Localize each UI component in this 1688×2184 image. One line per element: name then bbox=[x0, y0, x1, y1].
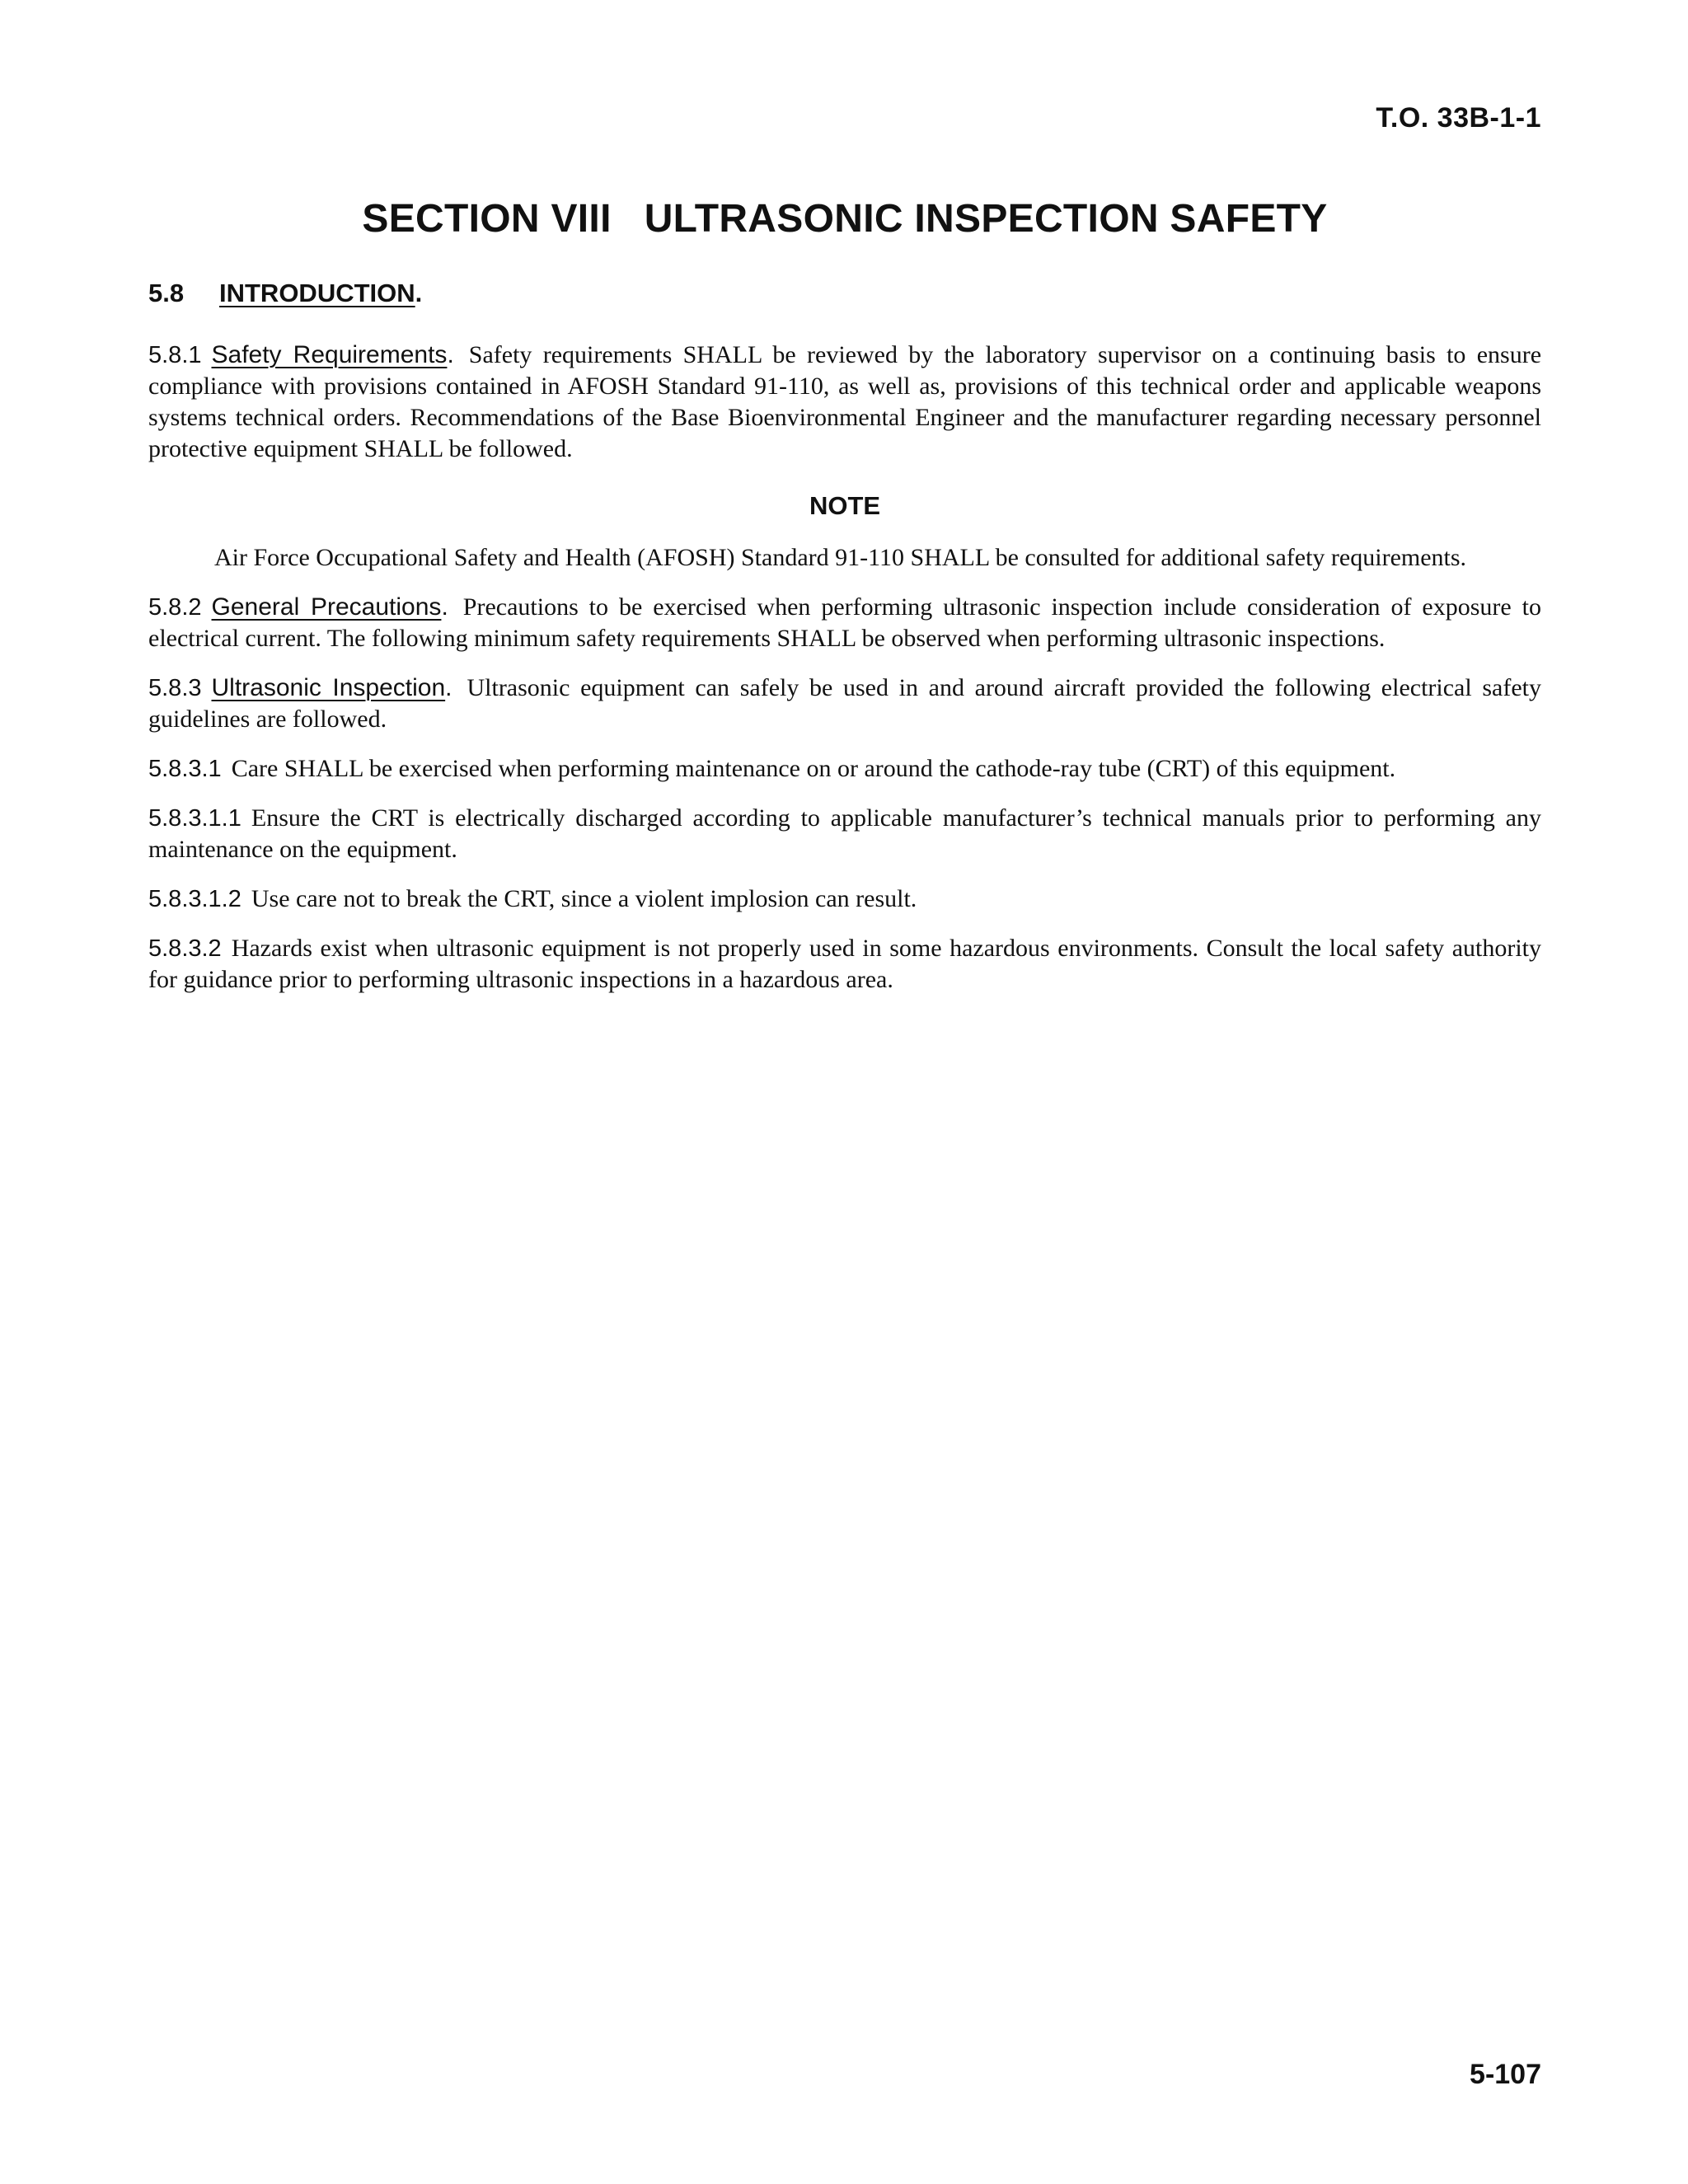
paragraph-hazardous-environments bbox=[148, 933, 1541, 996]
section-heading: ULTRASONIC INSPECTION SAFETY bbox=[644, 197, 1328, 241]
paragraph-title-period: . bbox=[441, 593, 448, 621]
paragraph-text: Care SHALL be exercised when performing maintenance on or around the cathode-ray tube (CRT) of this equipment. bbox=[231, 755, 1396, 782]
paragraph-number: 5.8.2 bbox=[148, 594, 202, 621]
paragraph-number: 5.8.1 bbox=[148, 342, 202, 368]
heading-period: . bbox=[415, 279, 423, 307]
paragraph-crt-discharge bbox=[148, 803, 1541, 865]
paragraph-number: 5.8.3.1 bbox=[148, 756, 222, 782]
paragraph-number: 5.8.3.2 bbox=[148, 935, 222, 962]
paragraph-title-period: . bbox=[447, 341, 454, 368]
document-number: T.O. 33B-1-1 bbox=[1376, 102, 1541, 134]
note-heading: NOTE bbox=[809, 491, 881, 520]
paragraph-title: Ultrasonic Inspection bbox=[211, 674, 446, 701]
section-title bbox=[148, 196, 1541, 241]
heading-introduction bbox=[148, 279, 422, 308]
heading-number: 5.8 bbox=[148, 279, 185, 307]
paragraph-crt-implosion bbox=[148, 883, 1541, 915]
paragraph-text: Ultrasonic equipment can safely be used in and around aircraft provided the following electrical safety guidelines are followed. bbox=[148, 674, 1542, 733]
paragraph-text: Precautions to be exercised when performing ultrasonic inspection include consideration of exposure to electrical current. The following minimum safety requirements SHALL be observed when performing ultrasonic inspections. bbox=[148, 593, 1541, 652]
document-body bbox=[148, 340, 1541, 1014]
paragraph-text: Ensure the CRT is electrically discharged according to applicable manufacturer’s technical manuals prior to performing any maintenance on the equipment. bbox=[148, 804, 1541, 863]
heading-title: INTRODUCTION bbox=[219, 279, 415, 307]
paragraph-title-period: . bbox=[445, 674, 452, 701]
paragraph-number: 5.8.3 bbox=[148, 675, 202, 701]
paragraph-number: 5.8.3.1.2 bbox=[148, 886, 241, 912]
section-number: SECTION VIII bbox=[362, 197, 612, 241]
paragraph-safety-requirements bbox=[148, 340, 1541, 465]
paragraph-title: General Precautions bbox=[211, 593, 442, 621]
paragraph-title: Safety Requirements bbox=[211, 341, 448, 368]
paragraph-ultrasonic-inspection bbox=[148, 673, 1541, 735]
paragraph-number: 5.8.3.1.1 bbox=[148, 805, 241, 832]
page-number: 5-107 bbox=[1470, 2059, 1541, 2090]
document-page bbox=[148, 0, 1541, 2184]
paragraph-text: Use care not to break the CRT, since a violent implosion can result. bbox=[251, 885, 917, 912]
paragraph-crt-care bbox=[148, 753, 1541, 785]
paragraph-text: Hazards exist when ultrasonic equipment is not properly used in some hazardous environments. Consult the local safety authority for guidance prior to performing ultrasonic inspections in a hazardous area. bbox=[148, 935, 1541, 993]
note-text: Air Force Occupational Safety and Health (AFOSH) Standard 91-110 SHALL be consulted for additional safety requirements. bbox=[214, 544, 1467, 571]
paragraph-general-precautions bbox=[148, 592, 1541, 654]
paragraph-text: Safety requirements SHALL be reviewed by the laboratory supervisor on a continuing basis to ensure compliance with provisions contained in AFOSH Standard 91-110, as well as, provisions of this technical order and applicable weapons systems technical orders. Recommendations of the Base Bioenvironmental Engineer and the manufacturer regarding necessary personnel protective equipment SHALL be followed. bbox=[148, 341, 1542, 462]
